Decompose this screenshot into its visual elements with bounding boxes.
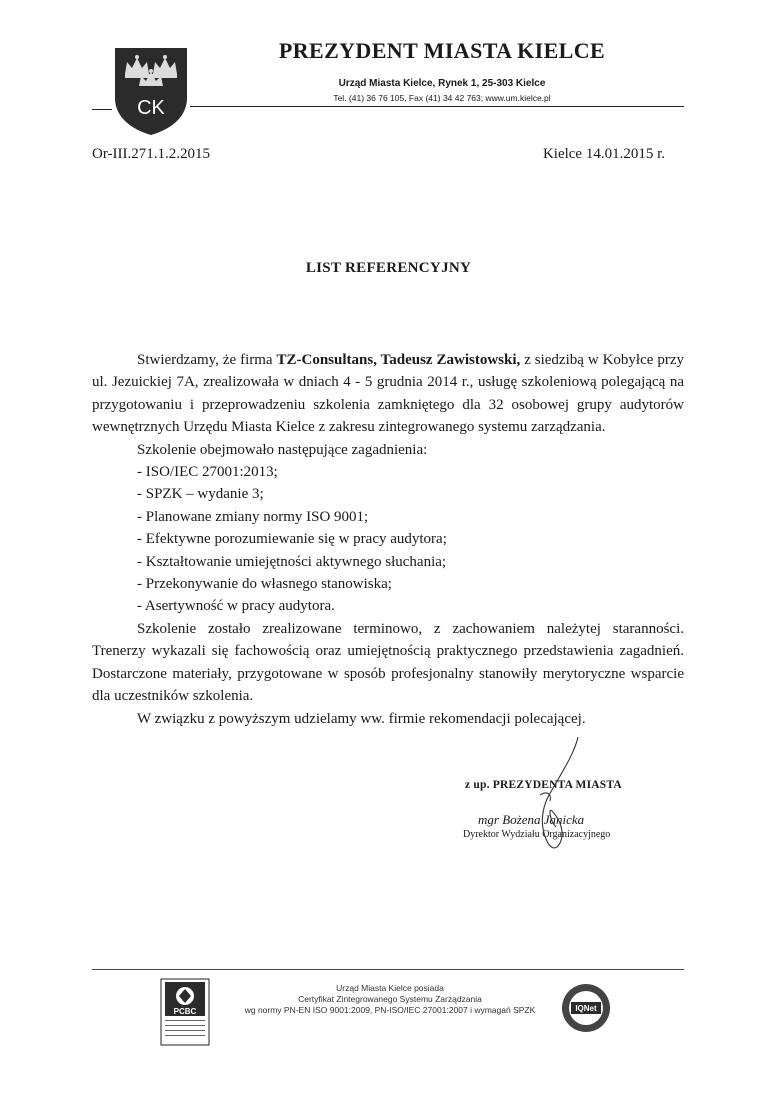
header-rule	[190, 106, 684, 107]
signature-stamp-line3: Dyrektor Wydziału Organizacyjnego	[463, 829, 611, 840]
footer-line1: Urząd Miasta Kielce posiada	[336, 983, 444, 993]
iqnet-certificate-logo	[560, 982, 612, 1034]
signature-stamp-line2: mgr Bożena Janicka	[478, 812, 585, 827]
list-item: - Przekonywanie do własnego stanowiska;	[137, 576, 392, 593]
iqnet-label: IQNet	[575, 1004, 597, 1013]
paragraph-recommendation: W związku z powyższym udzielamy ww. firmie rekomendacji polecającej.	[137, 710, 586, 727]
pcbc-label: PCBC	[173, 1007, 197, 1016]
list-item: - SPZK – wydanie 3;	[137, 486, 264, 503]
letter-body	[92, 349, 684, 730]
signature-stamp-line1: z up. PREZYDENTA MIASTA	[465, 779, 622, 791]
intro-text-a: Stwierdzamy, że firma	[137, 352, 277, 368]
footer-certificate-text	[220, 983, 560, 1016]
paragraph-topics-intro: Szkolenie obejmowało następujące zagadnienia:	[137, 441, 428, 458]
crest-letters: CK	[137, 97, 165, 119]
handwritten-signature	[490, 735, 640, 860]
footer-rule	[92, 969, 684, 970]
list-item: - ISO/IEC 27001:2013;	[137, 464, 278, 481]
topics-list	[92, 461, 684, 618]
list-item: - Asertywność w pracy audytora.	[137, 598, 335, 615]
footer-line2: Certyfikat Zintegrowanego Systemu Zarządzania	[298, 994, 482, 1004]
reference-number: Or-III.271.1.2.2015	[92, 146, 211, 162]
company-name: TZ-Consultans, Tadeusz Zawistowski,	[276, 352, 521, 368]
header-rule-left	[92, 109, 112, 110]
header-address: Urząd Miasta Kielce, Rynek 1, 25-303 Kielce	[338, 78, 546, 89]
header-contact: Tel. (41) 36 76 105, Fax (41) 34 42 763; www.um.kielce.pl	[333, 93, 551, 103]
intro-text-b: z siedzibą w Kobyłce przy ul. Jezuickiej 7A, zrealizowała w dniach 4 - 5 grudnia 2014 r., usługę szkoleniową polegającą na przygotowaniu i przeprowadzeniu szkolenia zamkniętego dla 32 osobowej grupy audytorów wewnętrznych Urzędu Miasta Kielce z zakresu zintegrowanego systemu zarządzania.	[92, 352, 684, 436]
header-title: PREZYDENT MIASTA KIELCE	[278, 38, 606, 63]
letter-date: Kielce 14.01.2015 r.	[542, 146, 665, 162]
list-item: - Efektywne porozumiewanie się w pracy audytora;	[137, 531, 447, 548]
list-item: - Kształtowanie umiejętności aktywnego słuchania;	[137, 553, 447, 570]
document-title: LIST REFERENCYJNY	[305, 260, 472, 276]
city-crest-logo	[113, 46, 189, 136]
paragraph-evaluation: Szkolenie zostało zrealizowane terminowo, z zachowaniem należytej staranności. Trenerzy wykazali się fachowością oraz umiejętnością praktycznego przedstawienia zagadnień. Dostarczone materiały, przygotowane w sposób profesjonalny stanowiły merytoryczne wsparcie dla uczestników szkolenia.	[92, 620, 684, 705]
footer-line3: wg normy PN-EN ISO 9001:2009, PN-ISO/IEC 27001:2007 i wymagań SPZK	[244, 1005, 536, 1015]
paragraph-intro	[92, 349, 684, 439]
pcbc-certificate-logo	[160, 978, 210, 1046]
list-item: - Planowane zmiany normy ISO 9001;	[137, 508, 369, 525]
